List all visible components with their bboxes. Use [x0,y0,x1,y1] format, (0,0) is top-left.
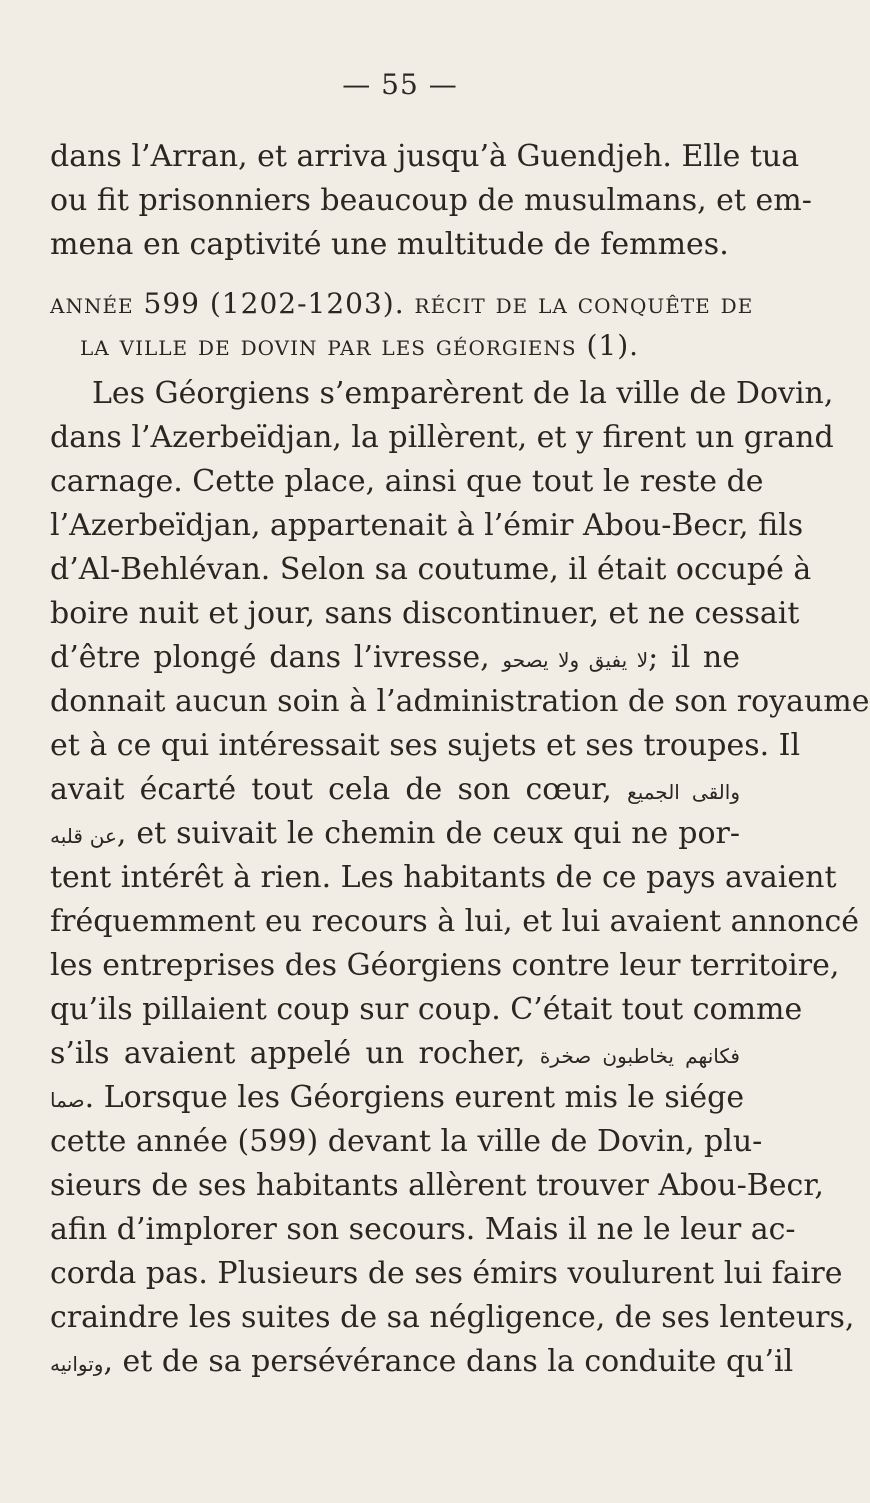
text-fragment: avait écarté tout cela de son cœur, [50,772,612,807]
text-line [50,636,740,680]
text-line [50,1032,740,1076]
heading-line: la ville de dovin par les géorgiens (1). [80,329,640,362]
text-line: corda pas. Plusieurs de ses émirs voulurent lui faire [50,1256,843,1291]
heading-line: année 599 (1202-1203). récit de la conquête de [50,287,754,320]
text-line: les entreprises des Géorgiens contre leur territoire, [50,948,840,983]
text-line [50,1076,745,1120]
chapter-heading [50,283,754,367]
arabic-quote: وتوانيه [50,1352,104,1376]
text-line: carnage. Cette place, ainsi que tout le reste de [50,464,764,499]
text-fragment: , et de sa persévérance dans la conduite qu’il [103,1344,794,1379]
text-line [50,1340,794,1384]
text-fragment: , et suivait le chemin de ceux qui ne por- [116,816,740,851]
text-line: boire nuit et jour, sans discontinuer, et ne cessait [50,596,800,631]
opening-paragraph [50,135,812,267]
text-fragment: s’ils avaient appelé un rocher, [50,1036,526,1071]
text-line: ou fit prisonniers beaucoup de musulmans, et em- [50,183,812,218]
arabic-quote: صما [50,1088,85,1112]
text-line: d’Al-Behlévan. Selon sa coutume, il était occupé à [50,552,812,587]
text-fragment: ; il ne [648,640,740,675]
text-line: mena en captivité une multitude de femmes. [50,227,729,262]
text-line: dans l’Azerbeïdjan, la pillèrent, et y firent un grand [50,420,834,455]
text-line: afin d’implorer son secours. Mais il ne le leur ac- [50,1212,796,1247]
arabic-quote: عن قلبه [50,824,117,848]
text-line [50,768,740,812]
text-line: craindre les suites de sa négligence, de ses lenteurs, [50,1300,855,1335]
arabic-quote: لا يفيق ولا يصحو [502,648,649,672]
page-number: — 55 — [342,68,458,101]
main-paragraph [50,372,870,1384]
text-line: donnait aucun soin à l’administration de son royaume [50,684,870,719]
text-line: l’Azerbeïdjan, appartenait à l’émir Abou-Becr, fils [50,508,804,543]
arabic-quote: والقى الجميع [627,780,740,804]
text-line: fréquemment eu recours à lui, et lui avaient annoncé [50,904,860,939]
text-fragment: d’être plongé dans l’ivresse, [50,640,490,675]
text-line: et à ce qui intéressait ses sujets et ses troupes. Il [50,728,801,763]
text-line: tent intérêt à rien. Les habitants de ce pays avaient [50,860,837,895]
text-fragment: . Lorsque les Géorgiens eurent mis le siége [84,1080,745,1115]
text-line: cette année (599) devant la ville de Dovin, plu- [50,1124,763,1159]
text-line: Les Géorgiens s’emparèrent de la ville de Dovin, [92,376,834,411]
text-line [50,812,740,856]
text-line: dans l’Arran, et arriva jusqu’à Guendjeh. Elle tua [50,139,800,174]
text-line: sieurs de ses habitants allèrent trouver Abou-Becr, [50,1168,824,1203]
arabic-quote: فكانهم يخاطبون صخرة [539,1044,740,1068]
text-line: qu’ils pillaient coup sur coup. C’était tout comme [50,992,803,1027]
